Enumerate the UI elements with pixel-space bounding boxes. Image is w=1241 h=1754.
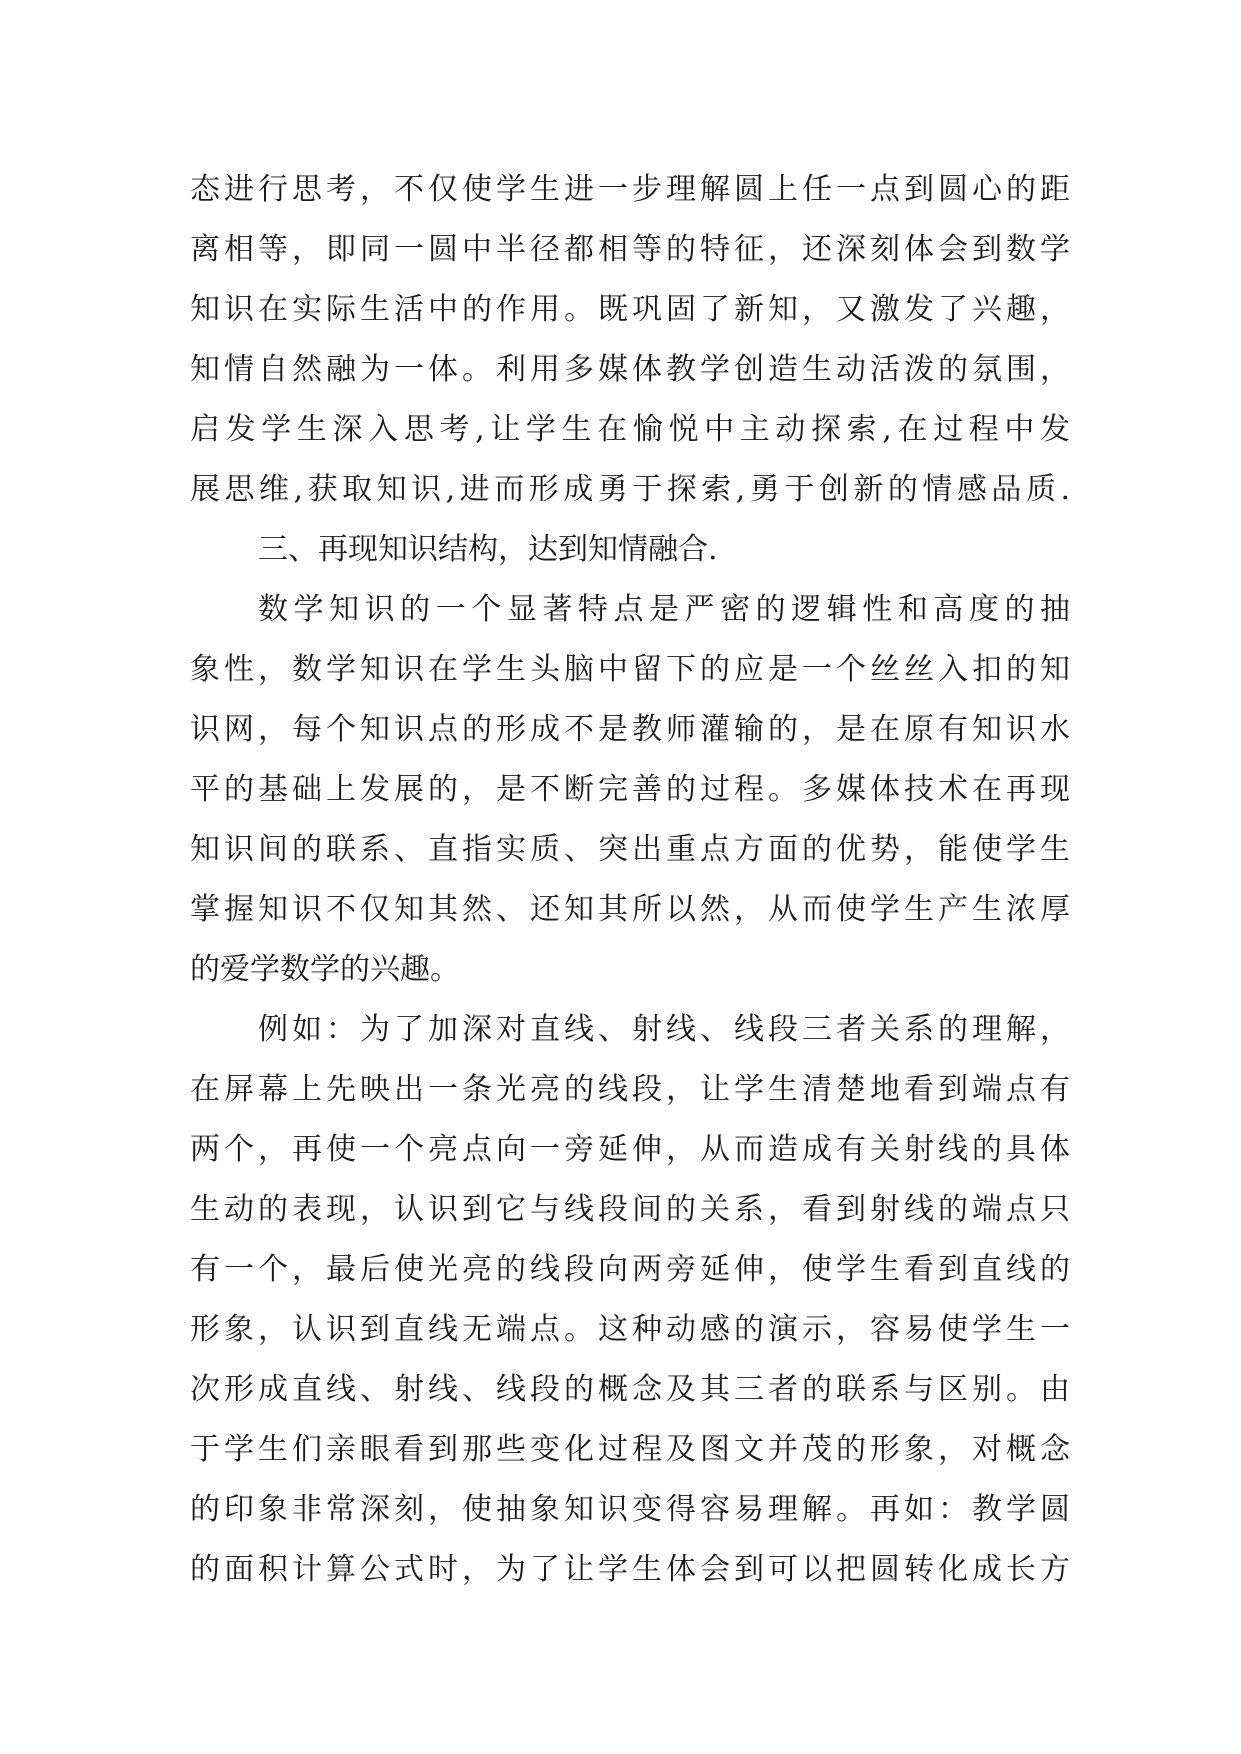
text-line: 掌握知识不仅知其然、还知其所以然，从而使学生产生浓厚 (190, 892, 1070, 927)
text-line: 的印象非常深刻，使抽象知识变得容易理解。再如：教学圆 (190, 1492, 1070, 1527)
body-text (190, 160, 1070, 1600)
text-line: 识网，每个知识点的形成不是教师灌输的，是在原有知识水 (190, 712, 1070, 747)
text-line: 例如：为了加深对直线、射线、线段三者关系的理解， (258, 1012, 1070, 1047)
text-line: 的爱学数学的兴趣。 (190, 952, 460, 987)
text-line: 象性，数学知识在学生头脑中留下的应是一个丝丝入扣的知 (190, 652, 1070, 687)
text-line: 知情自然融为一体。利用多媒体教学创造生动活泼的氛围， (190, 352, 1070, 387)
text-line: 离相等，即同一圆中半径都相等的特征，还深刻体会到数学 (190, 232, 1070, 267)
text-line: 数学知识的一个显著特点是严密的逻辑性和高度的抽 (258, 592, 1070, 627)
text-line: 展思维,获取知识,进而形成勇于探索,勇于创新的情感品质. (190, 472, 1070, 507)
text-line: 两个，再使一个亮点向一旁延伸，从而造成有关射线的具体 (190, 1132, 1070, 1167)
text-line: 在屏幕上先映出一条光亮的线段，让学生清楚地看到端点有 (190, 1072, 1070, 1107)
text-line: 有一个，最后使光亮的线段向两旁延伸，使学生看到直线的 (190, 1252, 1070, 1287)
section-heading: 三、再现知识结构，达到知情融合. (258, 532, 718, 567)
text-line: 知识在实际生活中的作用。既巩固了新知，又激发了兴趣， (190, 292, 1070, 327)
text-line: 态进行思考，不仅使学生进一步理解圆上任一点到圆心的距 (190, 172, 1070, 207)
text-line: 形象，认识到直线无端点。这种动感的演示，容易使学生一 (190, 1312, 1070, 1347)
text-line: 于学生们亲眼看到那些变化过程及图文并茂的形象，对概念 (190, 1432, 1070, 1467)
text-line: 知识间的联系、直指实质、突出重点方面的优势，能使学生 (190, 832, 1070, 867)
text-line: 生动的表现，认识到它与线段间的关系，看到射线的端点只 (190, 1192, 1070, 1227)
text-line: 平的基础上发展的，是不断完善的过程。多媒体技术在再现 (190, 772, 1070, 807)
text-line: 的面积计算公式时，为了让学生体会到可以把圆转化成长方 (190, 1552, 1070, 1587)
text-line: 次形成直线、射线、线段的概念及其三者的联系与区别。由 (190, 1372, 1070, 1407)
text-line: 启发学生深入思考,让学生在愉悦中主动探索,在过程中发 (190, 412, 1070, 447)
